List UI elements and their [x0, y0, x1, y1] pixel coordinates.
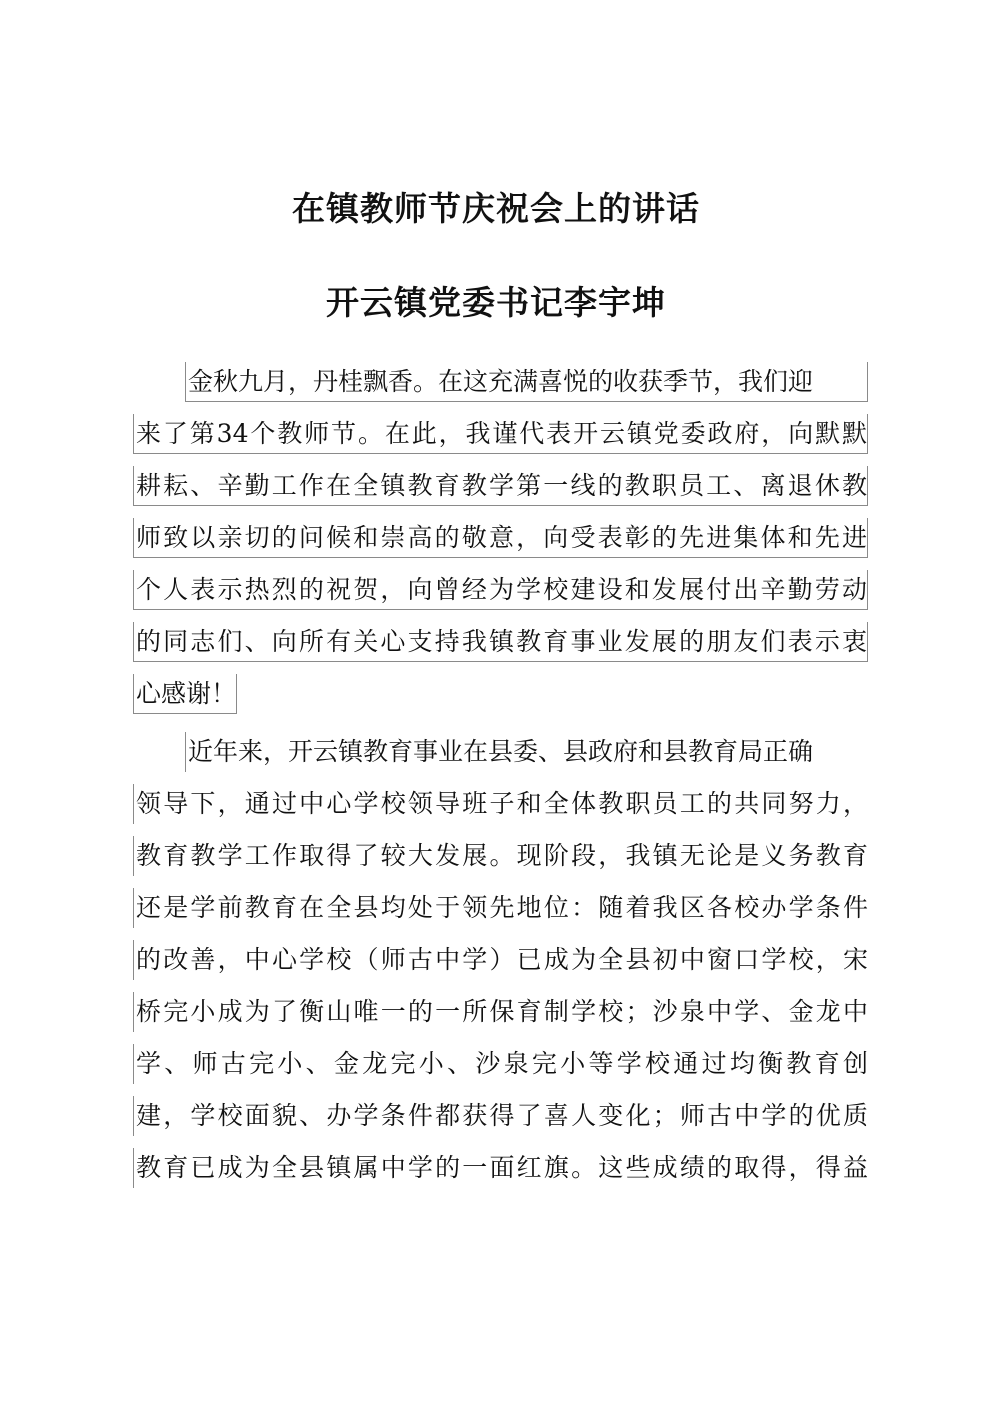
- paragraph-line: 金秋九月，丹桂飘香。在这充满喜悦的收获季节，我们迎: [185, 362, 868, 402]
- document-subtitle: 开云镇党委书记李宇坤: [326, 283, 666, 322]
- paragraph-line: 桥完小成为了衡山唯一的一所保育制学校；沙泉中学、金龙中: [133, 992, 868, 1032]
- paragraph-line: 的同志们、向所有关心支持我镇教育事业发展的朋友们表示衷: [133, 622, 868, 662]
- document-title: 在镇教师节庆祝会上的讲话: [292, 189, 700, 228]
- paragraph-line: 师致以亲切的问候和崇高的敬意，向受表彰的先进集体和先进: [133, 518, 868, 558]
- paragraph-line: 近年来，开云镇教育事业在县委、县政府和县教育局正确: [185, 732, 868, 772]
- paragraph-line: 学、师古完小、金龙完小、沙泉完小等学校通过均衡教育创: [133, 1044, 868, 1084]
- paragraph-line: 耕耘、辛勤工作在全镇教育教学第一线的教职员工、离退休教: [133, 466, 868, 506]
- paragraph-line: 领导下，通过中心学校领导班子和全体教职员工的共同努力，: [133, 784, 868, 824]
- paragraph-line: 教育已成为全县镇属中学的一面红旗。这些成绩的取得，得益: [133, 1148, 868, 1188]
- paragraph-line: 的改善，中心学校（师古中学）已成为全县初中窗口学校，宋: [133, 940, 868, 980]
- paragraph-line: 个人表示热烈的祝贺，向曾经为学校建设和发展付出辛勤劳动: [133, 570, 868, 610]
- paragraph-line: 来了第34个教师节。在此，我谨代表开云镇党委政府，向默默: [133, 414, 868, 454]
- paragraph-line: 教育教学工作取得了较大发展。现阶段，我镇无论是义务教育: [133, 836, 868, 876]
- paragraph-line: 建，学校面貌、办学条件都获得了喜人变化；师古中学的优质: [133, 1096, 868, 1136]
- paragraph-line: 还是学前教育在全县均处于领先地位：随着我区各校办学条件: [133, 888, 868, 928]
- paragraph-line: 心感谢！: [133, 674, 237, 714]
